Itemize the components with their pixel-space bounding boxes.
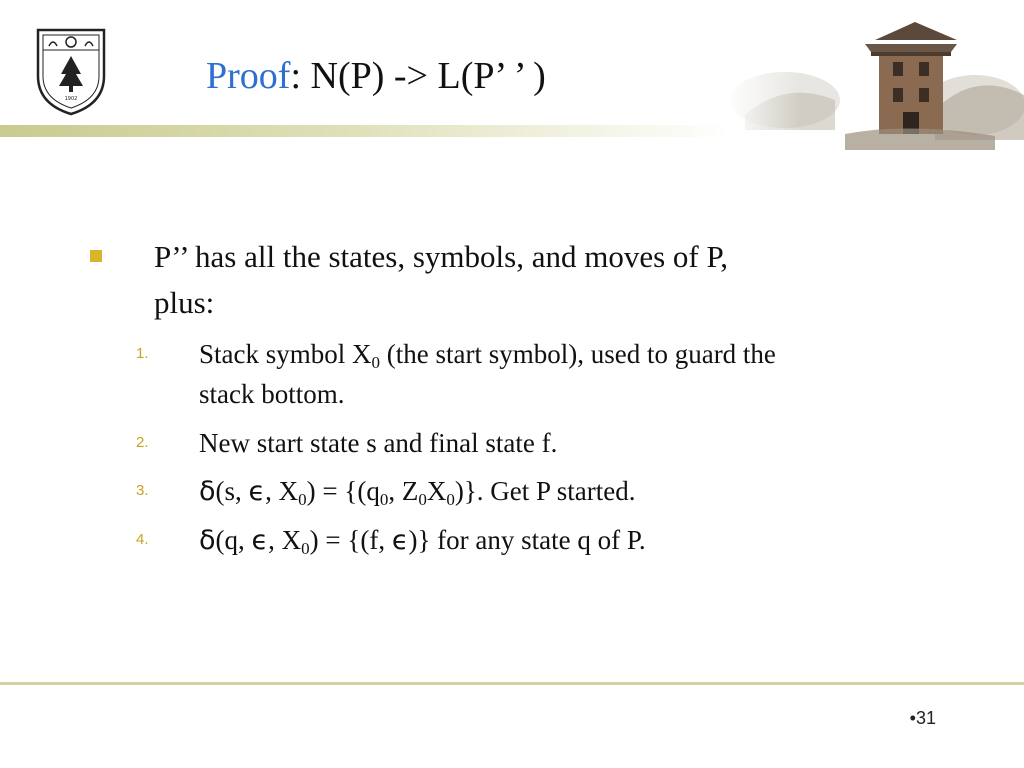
main-bullet-line-1: P’’ has all the states, symbols, and moves of P, (154, 239, 729, 274)
epsilon-symbol: ϵ (391, 525, 409, 556)
main-bullet-line-2: plus: (154, 285, 215, 320)
list-item-text: New start state s and final state f. (199, 428, 558, 458)
delta-symbol: δ (199, 525, 216, 556)
subscript: 0 (301, 539, 310, 558)
subscript: 0 (418, 490, 427, 509)
text-segment: , Z (388, 476, 419, 506)
svg-text:1902: 1902 (64, 96, 78, 102)
title-keyword: Proof (206, 55, 291, 97)
epsilon-symbol: ϵ (248, 476, 266, 507)
subscript: 0 (298, 490, 307, 509)
text-segment: Stack symbol X (199, 339, 372, 369)
text-segment: ) = {(f, (309, 525, 392, 555)
text-segment: )}. Get P started. (454, 476, 636, 506)
text-segment: , X (268, 525, 302, 555)
epsilon-symbol: ϵ (251, 525, 269, 556)
list-item-3 (136, 471, 956, 511)
list-item-1 (136, 334, 956, 414)
list-item-text (199, 471, 959, 512)
footer-divider (0, 682, 1024, 685)
text-segment: )} for any state q of P. (408, 525, 646, 555)
main-bullet-text (154, 234, 954, 326)
subscript: 0 (446, 490, 455, 509)
subscript: 0 (379, 490, 389, 509)
list-item-number: 3. (136, 482, 149, 499)
list-item-2 (136, 423, 956, 463)
subscript: 0 (371, 353, 380, 372)
list-item-line: stack bottom. (199, 379, 345, 409)
bullet-marker (90, 250, 102, 262)
text-segment: (s, (215, 476, 249, 506)
list-item-4 (136, 520, 956, 560)
header-divider (0, 125, 735, 137)
title-text: : N(P) -> L(P’ ’ ) (290, 55, 546, 97)
list-item-number: 4. (136, 531, 149, 548)
slide-title (206, 52, 546, 100)
list-item-text (199, 334, 959, 414)
list-item-number: 2. (136, 434, 149, 451)
list-item-text (199, 520, 959, 561)
text-segment: X (426, 476, 447, 506)
list-item-line (199, 334, 959, 374)
tower-illustration (725, 0, 1024, 150)
university-logo (34, 26, 108, 116)
text-segment: ) = {(q (306, 476, 380, 506)
text-segment: , X (265, 476, 299, 506)
text-segment: (the start symbol), used to guard the (380, 339, 776, 369)
delta-symbol: δ (199, 476, 216, 507)
text-segment: (q, (215, 525, 252, 555)
list-item-number: 1. (136, 345, 149, 362)
page-number: •31 (909, 708, 936, 728)
